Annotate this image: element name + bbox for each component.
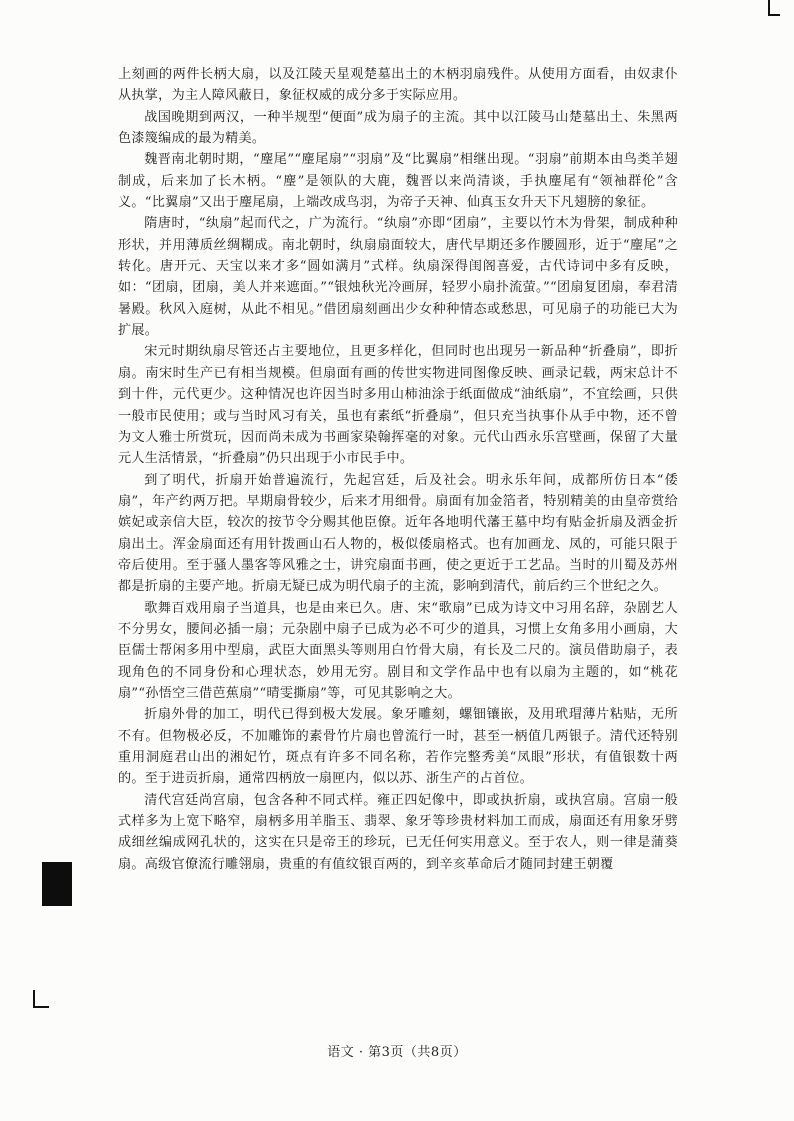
paragraph-2: 战国晚期到两汉，一种半规型“便面”成为扇子的主流。其中以江陵马山楚墓出土、朱黑两色漆篾编成的最为精美。 [118, 109, 678, 147]
paragraph-6: 到了明代，折扇开始普遍流行，先起宫廷，后及社会。明永乐年间，成都所仿日本“倭扇”，年产约两万把。早期扇骨较少，后来才用细骨。扇面有加金箔者，特别精美的由皇帝赏给嫔妃或亲信大臣，较次的按节令分赐其他臣僚。近年各地明代藩王墓中均有贴金折扇及洒金折扇出土。浑金扇面还有用针拨画山石人物的，极似倭扇格式。也有加画龙、凤的，可能只限于帝后使用。至于骚人墨客等风雅之士，讲究扇面书画，使之更近于工艺品。当时的川蜀及苏州都是折扇的主要产地。折扇无疑已成为明代扇子的主流，影响到清代，前后约三个世纪之久。 [118, 472, 678, 595]
scan-registration-block [42, 862, 72, 906]
article-body [118, 64, 678, 875]
paragraph-1: 上刻画的两件长柄大扇，以及江陵天星观楚墓出土的木柄羽扇残件。从使用方面看，由奴隶仆从执掌，为主人障风蔽日，象征权威的成分多于实际应用。 [118, 67, 678, 104]
crop-mark-top-right [768, 0, 780, 16]
crop-mark-bottom-left [33, 990, 49, 1008]
paragraph-9: 清代宫廷尚宫扇，包含各种不同式样。雍正四妃像中，即或执折扇，或执宫扇。宫扇一般式样多为上宽下略窄，扇柄多用羊脂玉、翡翠、象牙等珍贵材料加工而成，扇面还有用象牙劈成细丝编成网孔状的，这实在只是帝王的珍玩，已无任何实用意义。至于农人，则一律是蒲葵扇。高级官僚流行雕翎扇，贵重的有值纹银百两的，到辛亥革命后才随同封建王朝覆 [118, 792, 678, 872]
page-footer: 语文 · 第3页（共8页） [327, 1045, 467, 1060]
paragraph-4: 隋唐时，“纨扇”起而代之，广为流行。“纨扇”亦即“团扇”，主要以竹木为骨架，制成种种形状，并用薄质丝绸糊成。南北朝时，纨扇扇面较大，唐代早期还多作腰圆形，近于“麈尾”之转化。唐开元、天宝以来才多“圆如满月”式样。纨扇深得闺阁喜爱，古代诗词中多有反映，如：“团扇，团扇，美人并来遮面。”“银烛秋光冷画屏，轻罗小扇扑流萤。”“团扇复团扇，奉君清暑殿。秋风入庭树，从此不相见。”借团扇刻画出少女种种情态或愁思，可见扇子的功能已大为扩展。 [118, 216, 678, 339]
paragraph-3: 魏晋南北朝时期，“麈尾”“麈尾扇”“羽扇”及“比翼扇”相继出现。“羽扇”前期本由鸟类羊翅制成，后来加了长木柄。“麈”是领队的大鹿，魏晋以来尚清谈，手执麈尾有“领袖群伦”含义。“比翼扇”又出于麈尾扇，上端改成鸟羽，为帝子天神、仙真玉女升天下凡翅膀的象征。 [118, 152, 678, 211]
paragraph-8: 折扇外骨的加工，明代已得到极大发展。象牙雕刻，螺钿镶嵌，及用玳瑁薄片粘贴，无所不有。但物极必反，不加雕饰的素骨竹片扇也曾流行一时，甚至一柄值几两银子。清代还特别重用洞庭君山出的湘妃竹，斑点有许多不同名称，若作完整秀美“凤眼”形状，有值银数十两的。至于进贡折扇，通常四柄放一扇匣内，似以苏、浙生产的占首位。 [118, 707, 678, 787]
paragraph-7: 歌舞百戏用扇子当道具，也是由来已久。唐、宋“歌扇”已成为诗文中习用名辞，杂剧艺人不分男女，腰间必插一扇；元杂剧中扇子已成为必不可少的道具，习惯上女角多用小画扇，大臣儒士帮闲多用中型扇，武臣大面黑头等则用白竹骨大扇，有长及二尺的。演员借助扇子，表现角色的不同身份和心理状态，妙用无穷。剧目和文学作品中也有以扇为主题的，如“桃花扇”“孙悟空三借芭蕉扇”“晴雯撕扇”等，可见其影响之大。 [118, 600, 678, 701]
paragraph-5: 宋元时期纨扇尽管还占主要地位，且更多样化，但同时也出现另一新品种“折叠扇”，即折扇。南宋时生产已有相当规模。但扇面有画的传世实物进同图像反映、画录记载，两宋总计不到十件，元代更少。这种情况也许因当时多用山柿油涂于纸面做成“油纸扇”，不宜绘画，只供一般市民使用；或与当时风习有关，虽也有素纸“折叠扇”，但只充当执事仆从手中物，还不曾为文人雅士所赏玩，因而尚未成为书画家染翰挥毫的对象。元代山西永乐宫壁画，保留了大量元人生活情景，“折叠扇”仍只出现于小市民手中。 [118, 344, 678, 467]
